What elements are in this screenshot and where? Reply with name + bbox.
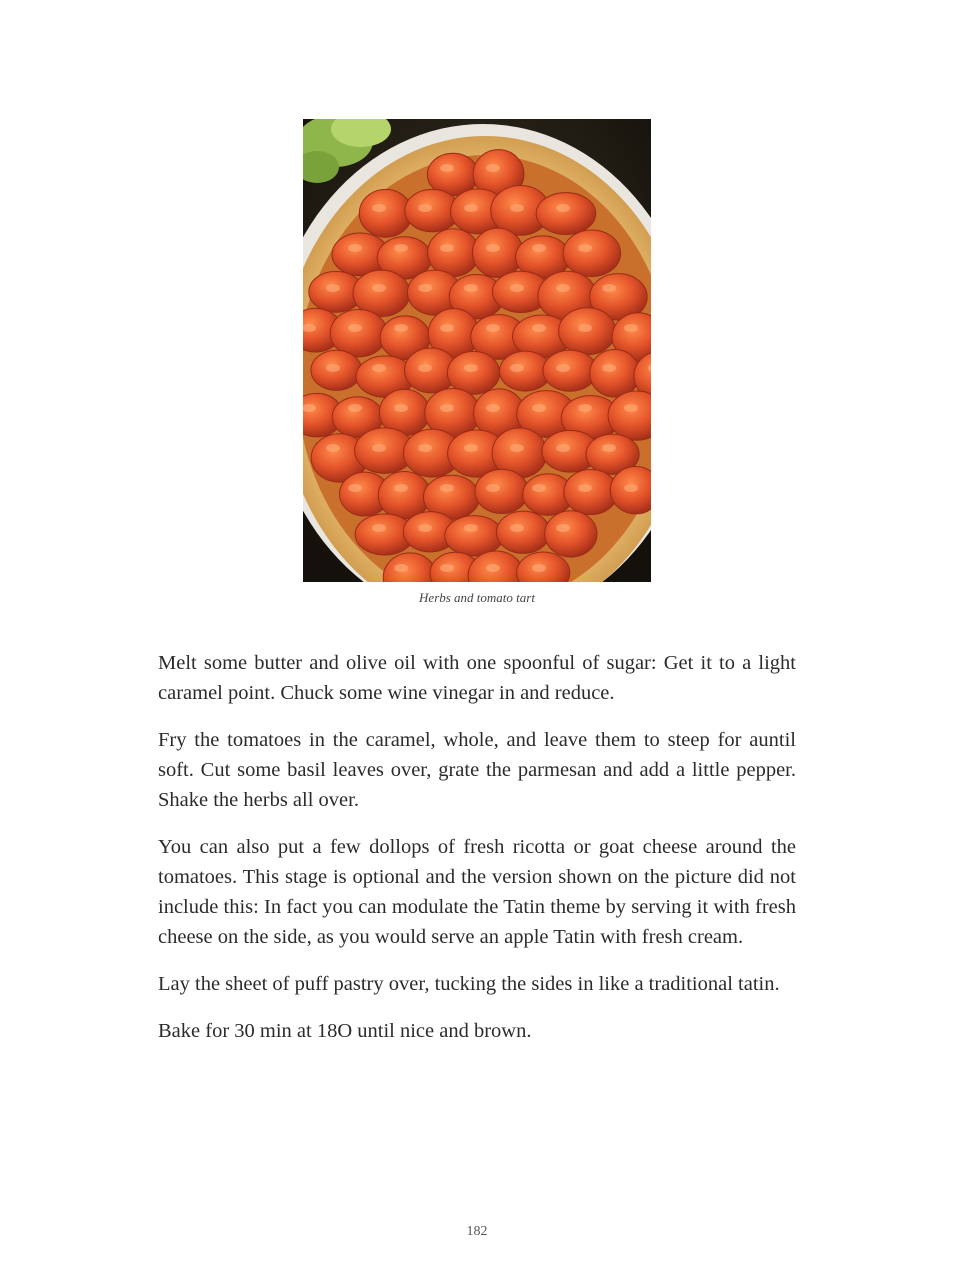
recipe-body <box>158 648 796 1063</box>
tomato-half <box>545 511 597 557</box>
tomato-highlight <box>440 564 454 572</box>
tomato-highlight <box>578 324 592 332</box>
tomato-highlight <box>510 204 524 212</box>
tomato-highlight <box>510 364 524 372</box>
tomato-highlight <box>578 484 592 492</box>
tomato-half <box>330 309 387 356</box>
tomato-highlight <box>348 484 362 492</box>
figure-caption: Herbs and tomato tart <box>419 590 535 605</box>
tomato-half <box>475 469 528 513</box>
tomato-highlight <box>394 324 408 332</box>
tomato-half <box>543 350 597 391</box>
tomato-highlight <box>440 404 454 412</box>
paragraph-caramel: Melt some butter and olive oil with one spoonful of sugar: Get it to a light caramel point. Chuck some wine vinegar in and reduce. <box>158 652 796 704</box>
tomato-highlight <box>486 164 500 172</box>
tomato-highlight <box>602 364 616 372</box>
tomato-highlight <box>532 564 546 572</box>
tomato-highlight <box>348 324 362 332</box>
tomato-highlight <box>418 444 432 452</box>
tomato-highlight <box>372 364 386 372</box>
tomato-highlight <box>510 284 524 292</box>
tomato-half <box>497 511 550 553</box>
tomato-highlight <box>556 204 570 212</box>
tomato-half <box>445 516 504 556</box>
tomato-highlight <box>464 284 478 292</box>
tomato-half <box>564 469 618 514</box>
tomato-highlight <box>532 404 546 412</box>
tomato-highlight <box>486 244 500 252</box>
tomato-highlight <box>486 564 500 572</box>
tomato-highlight <box>418 364 432 372</box>
tomato-highlight <box>418 524 432 532</box>
tomato-half <box>447 351 499 394</box>
tomato-highlight <box>440 164 454 172</box>
tomato-highlight <box>602 284 616 292</box>
tomato-highlight <box>418 204 432 212</box>
tomato-highlight <box>464 444 478 452</box>
tomato-highlight <box>440 244 454 252</box>
tomato-highlight <box>464 204 478 212</box>
tomato-highlight <box>510 524 524 532</box>
tomato-highlight <box>394 404 408 412</box>
tomato-highlight <box>624 324 638 332</box>
tomato-highlight <box>464 524 478 532</box>
tomato-highlight <box>602 444 616 452</box>
tomato-highlight <box>624 404 638 412</box>
tomato-highlight <box>532 244 546 252</box>
paragraph-fry-tomatoes: Fry the tomatoes in the caramel, whole, and leave them to steep for auntil soft. Cut some basil leaves over, grate the parmesan and add a little pepper. Shake the herbs all over. <box>158 729 796 811</box>
tomato-highlight <box>556 444 570 452</box>
tomato-highlight <box>486 404 500 412</box>
tomato-highlight <box>510 444 524 452</box>
tomato-highlight <box>372 204 386 212</box>
tomato-highlight <box>440 484 454 492</box>
tomato-highlight <box>532 324 546 332</box>
tomato-highlight <box>578 404 592 412</box>
tomato-highlight <box>556 364 570 372</box>
tomato-highlight <box>326 284 340 292</box>
tomato-highlight <box>556 284 570 292</box>
tomato-highlight <box>348 404 362 412</box>
tomato-highlight <box>372 524 386 532</box>
tomato-highlight <box>394 564 408 572</box>
tomato-highlight <box>556 524 570 532</box>
paragraph-cheese-option: You can also put a few dollops of fresh ricotta or goat cheese around the tomatoes. This stage is optional and the version shown on the picture did not include this: In fact you can modulate the Tatin theme by serving it with fresh cheese on the side, as you would serve an apple Tatin with fresh cream. <box>158 836 796 948</box>
page-number: 182 <box>466 1224 488 1239</box>
tomato-highlight <box>394 244 408 252</box>
tomato-half <box>536 193 596 235</box>
tomato-half <box>563 230 621 277</box>
paragraph-bake: Bake for 30 min at 18O until nice and brown. <box>158 1020 532 1042</box>
tomato-highlight <box>464 364 478 372</box>
tomato-highlight <box>486 324 500 332</box>
tomato-highlight <box>624 484 638 492</box>
tart-illustration <box>303 119 651 582</box>
tomato-highlight <box>418 284 432 292</box>
tomato-highlight <box>440 324 454 332</box>
tomato-highlight <box>578 244 592 252</box>
paragraph-puff-pastry: Lay the sheet of puff pastry over, tucking the sides in like a traditional tatin. <box>158 973 780 995</box>
tomato-highlight <box>372 444 386 452</box>
tomato-highlight <box>394 484 408 492</box>
tomato-half <box>359 189 412 237</box>
tomato-half <box>590 350 640 398</box>
tomato-highlight <box>326 364 340 372</box>
tomato-highlight <box>372 284 386 292</box>
tomato-tart-photo <box>303 119 651 582</box>
tomato-highlight <box>326 444 340 452</box>
tomato-highlight <box>532 484 546 492</box>
tomato-highlight <box>486 484 500 492</box>
tomato-half <box>428 229 480 277</box>
tomato-highlight <box>348 244 362 252</box>
